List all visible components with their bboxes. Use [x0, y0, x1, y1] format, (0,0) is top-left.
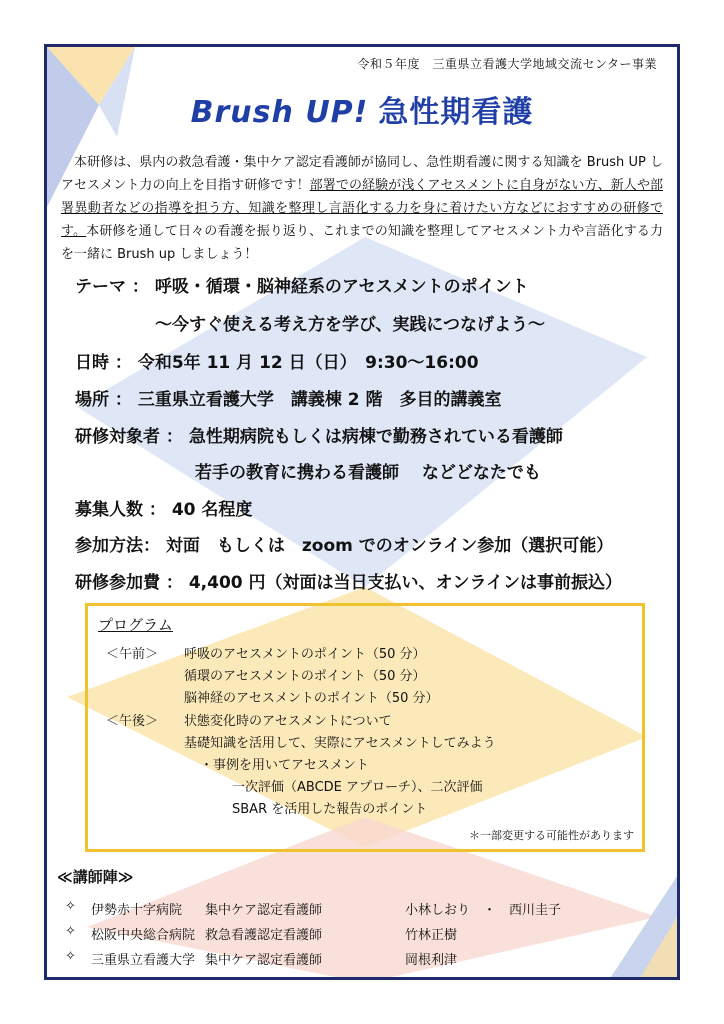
- poster-frame: [44, 44, 680, 980]
- program-item: 呼吸のアセスメントのポイント（50 分）: [184, 647, 426, 662]
- program-item: 一次評価（ABCDE アプローチ）、二次評価: [232, 780, 483, 795]
- lecturer-names: 岡根利津: [405, 953, 458, 968]
- lecturer-role: 救急看護認定看護師: [205, 928, 323, 943]
- sparkle-icon: ✧: [65, 924, 76, 939]
- intro-text-1: 本研修は、県内の救急看護・集中ケア認定看護師が協同し、急性期看護に関する知識を Brush UP しアセスメント力の向上を目指す研修です！: [61, 155, 663, 193]
- target-line-2: 若手の教育に携わる看護師 などどなたでも: [195, 463, 541, 483]
- datetime-line: 日時 ： 令和5年 11 月 12 日（日） 9:30～16:00: [75, 353, 479, 373]
- lecturer-names: 小林しおり ・ 西川圭子: [405, 903, 562, 918]
- program-title: プログラム: [98, 616, 173, 634]
- sparkle-icon: ✧: [65, 899, 76, 914]
- page-title: [47, 87, 677, 131]
- intro-text-underlined: 部署での経験が浅くアセスメントに自身がない方、新人や部署異動者などの指導を担う方、知識を整理し言語化する力を身に着けたい方などにおすすめの研修です。: [61, 178, 663, 239]
- theme-line: テーマ ： 呼吸・循環・脳神経系のアセスメントのポイント: [75, 277, 529, 297]
- lecturer-names: 竹林正樹: [405, 928, 458, 943]
- lecturer-role: 集中ケア認定看護師: [205, 903, 323, 918]
- program-item: 状態変化時のアセスメントについて: [184, 714, 392, 729]
- lecturer-role: 集中ケア認定看護師: [205, 953, 323, 968]
- am-label: ＜午前＞: [106, 647, 159, 662]
- program-item: ・事例を用いてアセスメント: [200, 758, 369, 773]
- program-note: ＊一部変更する可能性があります: [469, 829, 634, 842]
- intro-paragraph: [61, 151, 663, 266]
- intro-text-3: 本研修を通して日々の看護を振り返り、これまでの知識を整理してアセスメント力や言語化する力を一緒に Brush up しましょう！: [61, 224, 664, 262]
- pm-label: ＜午後＞: [106, 714, 159, 729]
- lecturer-row: [65, 899, 665, 919]
- title-japanese: 急性期看護: [378, 95, 534, 130]
- capacity-line: 募集人数 ： 40 名程度: [75, 500, 253, 520]
- title-english: Brush UP!: [190, 95, 369, 130]
- lecturer-hospital: 三重県立看護大学: [91, 953, 196, 968]
- target-line-1: 研修対象者 ： 急性期病院もしくは病棟で勤務されている看護師: [75, 427, 563, 447]
- lecturers-heading: ≪講師陣≫: [57, 868, 134, 886]
- lecturer-row: [65, 924, 665, 944]
- method-line: 参加方法： 対面 もしくは zoom でのオンライン参加（選択可能）: [75, 536, 614, 556]
- program-box: [85, 603, 645, 852]
- program-item: 脳神経のアセスメントのポイント（50 分）: [184, 691, 439, 706]
- fee-line: 研修参加費 ： 4,400 円（対面は当日支払い、オンラインは事前振込）: [75, 573, 623, 593]
- lecturer-row: [65, 949, 665, 969]
- lecturer-hospital: 松阪中央総合病院: [91, 928, 196, 943]
- subtheme-line: ～今すぐ使える考え方を学び、実践につなげよう～: [155, 315, 545, 335]
- program-item: 基礎知識を活用して、実際にアセスメントしてみよう: [184, 736, 496, 751]
- program-item: SBAR を活用した報告のポイント: [232, 802, 428, 817]
- program-item: 循環のアセスメントのポイント（50 分）: [184, 669, 426, 684]
- place-line: 場所 ： 三重県立看護大学 講義棟 2 階 多目的講義室: [75, 390, 502, 410]
- sparkle-icon: ✧: [65, 949, 76, 964]
- lecturer-hospital: 伊勢赤十字病院: [91, 903, 183, 918]
- sponsor-line: 令和５年度 三重県立看護大学地域交流センター事業: [357, 57, 657, 71]
